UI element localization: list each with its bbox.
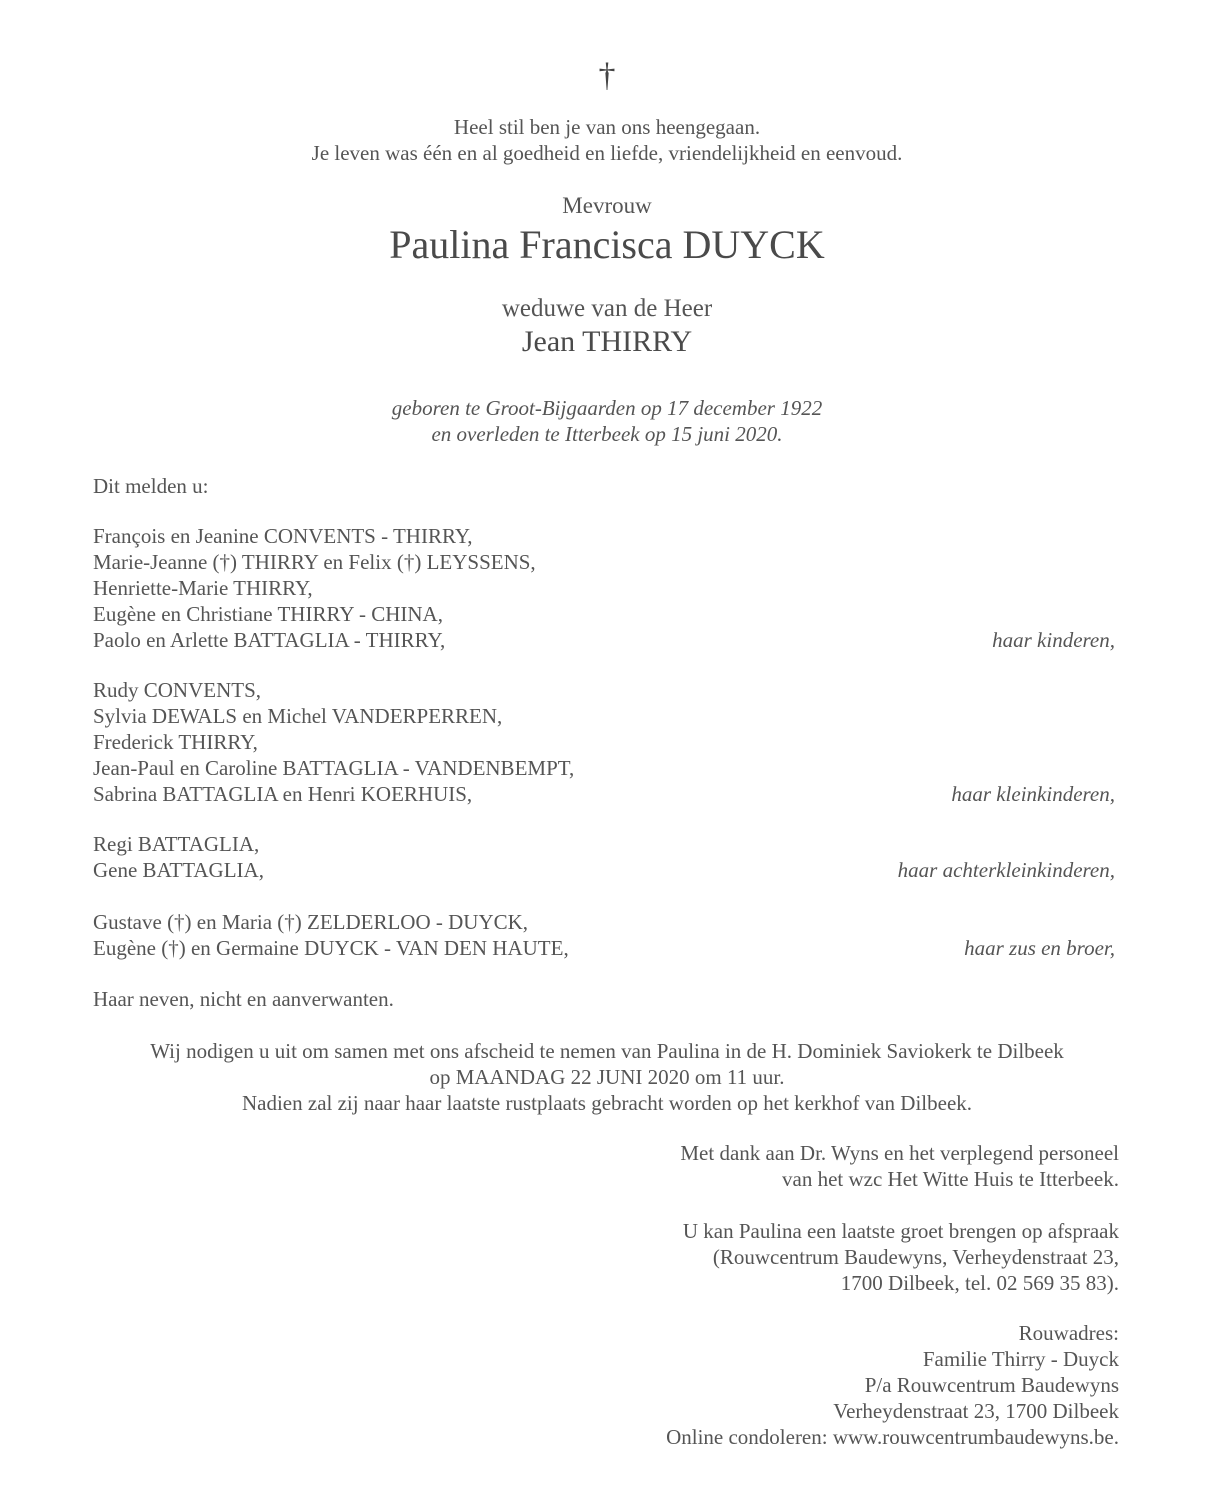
relation-label: haar zus en broer, [964, 936, 1115, 960]
relation-label: haar achterkleinkinderen, [897, 858, 1115, 882]
thanks-block [680, 1140, 1119, 1192]
visit-line: U kan Paulina een laatste groet brengen op afspraak [682, 1219, 1119, 1243]
list-item: Frederick THIRRY, [93, 730, 258, 754]
address-heading: Rouwadres: [1018, 1321, 1119, 1345]
salutation: Mevrouw [562, 193, 652, 218]
address-line: Verheydenstraat 23, 1700 Dilbeek [833, 1399, 1119, 1423]
address-line: P/a Rouwcentrum Baudewyns [864, 1373, 1119, 1397]
list-item: Sabrina BATTAGLIA en Henri KOERHUIS, [93, 782, 473, 806]
list-item: Gustave (†) en Maria (†) ZELDERLOO - DUYCK, [93, 910, 529, 934]
spouse-name: Jean THIRRY [521, 325, 693, 358]
widow-label: weduwe van de Heer [501, 295, 713, 322]
death-line: en overleden te Itterbeek op 15 juni 2020. [431, 422, 783, 446]
relation-label: haar kinderen, [992, 628, 1115, 652]
deceased-name: Paulina Francisca DUYCK [389, 222, 825, 267]
list-item: Jean-Paul en Caroline BATTAGLIA - VANDENBEMPT, [93, 756, 575, 780]
mourning-address-block [666, 1320, 1119, 1450]
poem-line-1: Heel stil ben je van ons heengegaan. [453, 115, 761, 139]
intro-text: Dit melden u: [93, 474, 209, 498]
list-item: François en Jeanine CONVENTS - THIRRY, [93, 524, 473, 548]
poem-line-2: Je leven was één en al goedheid en liefde, vriendelijkheid en eenvoud. [311, 141, 903, 165]
invitation-line-1: Wij nodigen u uit om samen met ons afscheid te nemen van Paulina in de H. Dominiek Saviokerk te Dilbeek [150, 1039, 1064, 1063]
list-item: Henriette-Marie THIRRY, [93, 576, 313, 600]
list-item: Rudy CONVENTS, [93, 678, 262, 702]
great-grandchildren-group [93, 831, 1115, 883]
visit-line: (Rouwcentrum Baudewyns, Verheydenstraat 23, [712, 1245, 1119, 1269]
address-line: Familie Thirry - Duyck [922, 1347, 1119, 1371]
invitation-line-3: Nadien zal zij naar haar laatste rustplaats gebracht worden op het kerkhof van Dilbeek. [241, 1091, 973, 1115]
list-item: Regi BATTAGLIA, [93, 832, 260, 856]
thanks-line: Met dank aan Dr. Wyns en het verplegend personeel [680, 1141, 1119, 1165]
invitation-line-2: op MAANDAG 22 JUNI 2020 om 11 uur. [429, 1065, 785, 1089]
siblings-group [93, 909, 1115, 961]
birth-line: geboren te Groot-Bijgaarden op 17 december 1922 [391, 396, 823, 420]
list-item: Eugène (†) en Germaine DUYCK - VAN DEN HAUTE, [93, 936, 569, 960]
children-group [93, 523, 1115, 653]
relatives-text: Haar neven, nicht en aanverwanten. [93, 987, 394, 1011]
visit-block [683, 1218, 1119, 1296]
list-item: Eugène en Christiane THIRRY - CHINA, [93, 602, 443, 626]
grandchildren-group [93, 677, 1115, 807]
relation-label: haar kleinkinderen, [951, 782, 1115, 806]
list-item: Paolo en Arlette BATTAGLIA - THIRRY, [93, 628, 446, 652]
visit-line: 1700 Dilbeek, tel. 02 569 35 83). [840, 1271, 1119, 1295]
list-item: Gene BATTAGLIA, [93, 858, 264, 882]
cross-icon: † [598, 57, 616, 94]
list-item: Sylvia DEWALS en Michel VANDERPERREN, [93, 704, 503, 728]
condolence-link[interactable]: Online condoleren: www.rouwcentrumbaudewyns.be. [666, 1425, 1119, 1449]
thanks-line: van het wzc Het Witte Huis te Itterbeek. [782, 1167, 1119, 1191]
list-item: Marie-Jeanne (†) THIRRY en Felix (†) LEYSSENS, [93, 550, 536, 574]
